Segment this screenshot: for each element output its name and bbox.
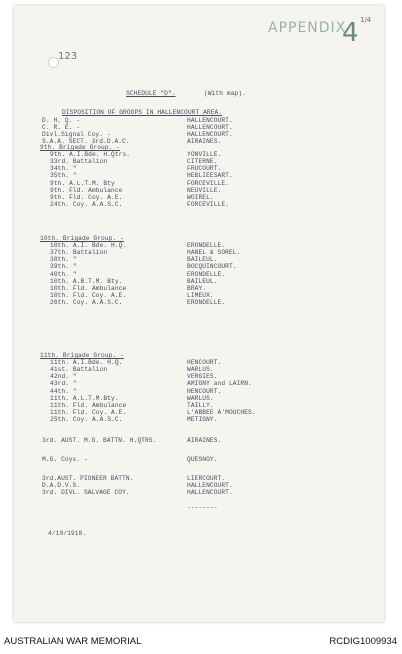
- unit-location: BAILEUL.: [187, 277, 218, 285]
- unit-name: 34th. ": [50, 165, 77, 173]
- unit-name: 35th. ": [50, 172, 77, 180]
- unit-location: HALLENCOURT.: [187, 489, 233, 496]
- unit-location: WARLUS.: [187, 366, 214, 374]
- dash-separator: --------: [187, 504, 218, 511]
- unit-location: AMIGNY and LAIRN.: [187, 380, 252, 388]
- unit-name: 24th. Coy. A.A.S.C.: [50, 200, 123, 208]
- unit-name: 25th. Coy. A.A.S.C.: [50, 415, 123, 423]
- unit-name: 9th. Fld. Ambulance: [50, 186, 123, 194]
- appendix-annotation: APPENDIX: [268, 20, 347, 36]
- appendix-small-note: 1/4: [360, 16, 372, 24]
- schedule-title: SCHEDULE "D".: [126, 90, 176, 97]
- appendix-number: 4: [342, 18, 359, 48]
- unit-location: HANEL & SOREL.: [187, 249, 241, 257]
- unit-location: ERONDELLE.: [187, 242, 226, 250]
- unit-location: FRUCOURT.: [187, 165, 222, 173]
- unit-name: 9th. A.I.Bde. H.Qtrs.: [50, 151, 131, 159]
- unit-name: 42nd. ": [50, 373, 77, 381]
- unit-location: LIMEUX.: [187, 291, 214, 299]
- unit-location: ERONDELLE.: [187, 270, 226, 278]
- page-number: 123: [58, 51, 78, 62]
- document-page: [14, 6, 384, 622]
- unit-name: M.G. Coys. -: [42, 456, 88, 463]
- unit-name: 11th. Fld. Coy. A.E.: [50, 408, 127, 416]
- unit-name: 9th. Fld. Coy. A.E.: [50, 193, 123, 201]
- unit-name: 41st. Battalion: [50, 366, 108, 374]
- unit-name: Divl.Signal Coy. -: [42, 131, 111, 139]
- unit-location: CITERNE.: [187, 158, 218, 166]
- unit-location: VERGIES.: [187, 373, 218, 381]
- unit-name: 3rd.AUST. PIONEER BATTN.: [42, 475, 134, 482]
- unit-location: WOIREL.: [187, 193, 214, 201]
- document-date: 4/10/1918.: [48, 530, 87, 537]
- footer-reference: RCDIG1009934: [329, 636, 397, 647]
- brigade-group-title: 11th. Brigade Group. -: [40, 352, 124, 359]
- unit-location: HALLENCOURT.: [187, 131, 233, 139]
- unit-location: HENCOURT.: [187, 387, 222, 395]
- unit-name: 10th. A.B.T.M. Bty.: [50, 277, 123, 285]
- unit-location: YONVILLE.: [187, 151, 222, 159]
- unit-name: 10th. Fld. Ambulance: [50, 284, 127, 292]
- unit-location: FORCEVILLE.: [187, 200, 229, 208]
- unit-location: TAILLY.: [187, 401, 214, 409]
- unit-location: NEUVILLE.: [187, 186, 222, 194]
- unit-location: BOCQUINCOURT.: [187, 263, 237, 271]
- unit-name: 9th. A.L.T.M. Bty: [50, 179, 115, 187]
- unit-name: 11th. Fld. Ambulance: [50, 401, 127, 409]
- unit-location: HALLENCOURT.: [187, 117, 233, 124]
- unit-location: HALLENCOURT.: [187, 124, 233, 132]
- footer-source: AUSTRALIAN WAR MEMORIAL: [4, 636, 142, 647]
- unit-location: AIRAINES.: [187, 437, 222, 444]
- unit-location: AIRAINES.: [187, 138, 222, 146]
- unit-name: 38th. ": [50, 256, 77, 264]
- unit-location: LIERCOURT.: [187, 475, 226, 482]
- unit-name: 10th. A.I. Bde. H.Q.: [50, 242, 127, 250]
- unit-name: D.A.D.V.S.: [42, 482, 81, 489]
- disposition-title: DISPOSITION OF GROOPS IN HALLENCOURT AREA.: [62, 109, 223, 116]
- unit-name: 3rd. AUST. M.G. BATTN. H.QTRS.: [42, 437, 157, 444]
- brigade-group-title: 9th. Brigade Group. -: [40, 144, 121, 151]
- unit-name: 3rd. DIVL. SALVAGE COY.: [42, 489, 130, 496]
- unit-location: QUESNOY.: [187, 456, 218, 463]
- unit-name: S.A.A. SECT. 3rd.D.A.C.: [42, 138, 130, 146]
- unit-name: 10th. Fld. Coy. A.E.: [50, 291, 127, 299]
- unit-location: FORCEVILLE.: [187, 179, 229, 187]
- unit-name: 44th. ": [50, 387, 77, 395]
- unit-location: METIGNY.: [187, 415, 218, 423]
- unit-name: 11th. A.I.Bde. H.Q.: [50, 359, 123, 367]
- unit-name: 11th. A.L.T.M.Bty.: [50, 394, 119, 402]
- unit-location: WARLUS.: [187, 394, 214, 402]
- unit-name: 37th. Battalion: [50, 249, 108, 257]
- unit-name: 33rd. Battalion: [50, 158, 108, 166]
- unit-location: ERONDELLE.: [187, 298, 226, 306]
- schedule-note: (With map).: [204, 90, 246, 97]
- unit-location: BRAY.: [187, 284, 207, 292]
- unit-name: 39th. ": [50, 263, 77, 271]
- unit-location: HENCOURT.: [187, 359, 222, 367]
- brigade-group-title: 10th. Brigade Group. -: [40, 235, 124, 242]
- unit-name: D. H. Q. -: [42, 117, 81, 124]
- unit-name: 26th. Coy. A.A.S.C.: [50, 298, 123, 306]
- unit-name: C. R. E. -: [42, 124, 81, 132]
- unit-location: HALLENCOURT.: [187, 482, 233, 489]
- unit-name: 43rd. ": [50, 380, 77, 388]
- unit-name: 40th. ": [50, 270, 77, 278]
- unit-location: L'ABBEE A'MOUCHES.: [187, 408, 256, 416]
- unit-location: BAILEUL.: [187, 256, 218, 264]
- unit-location: HEBLIEESART.: [187, 172, 233, 180]
